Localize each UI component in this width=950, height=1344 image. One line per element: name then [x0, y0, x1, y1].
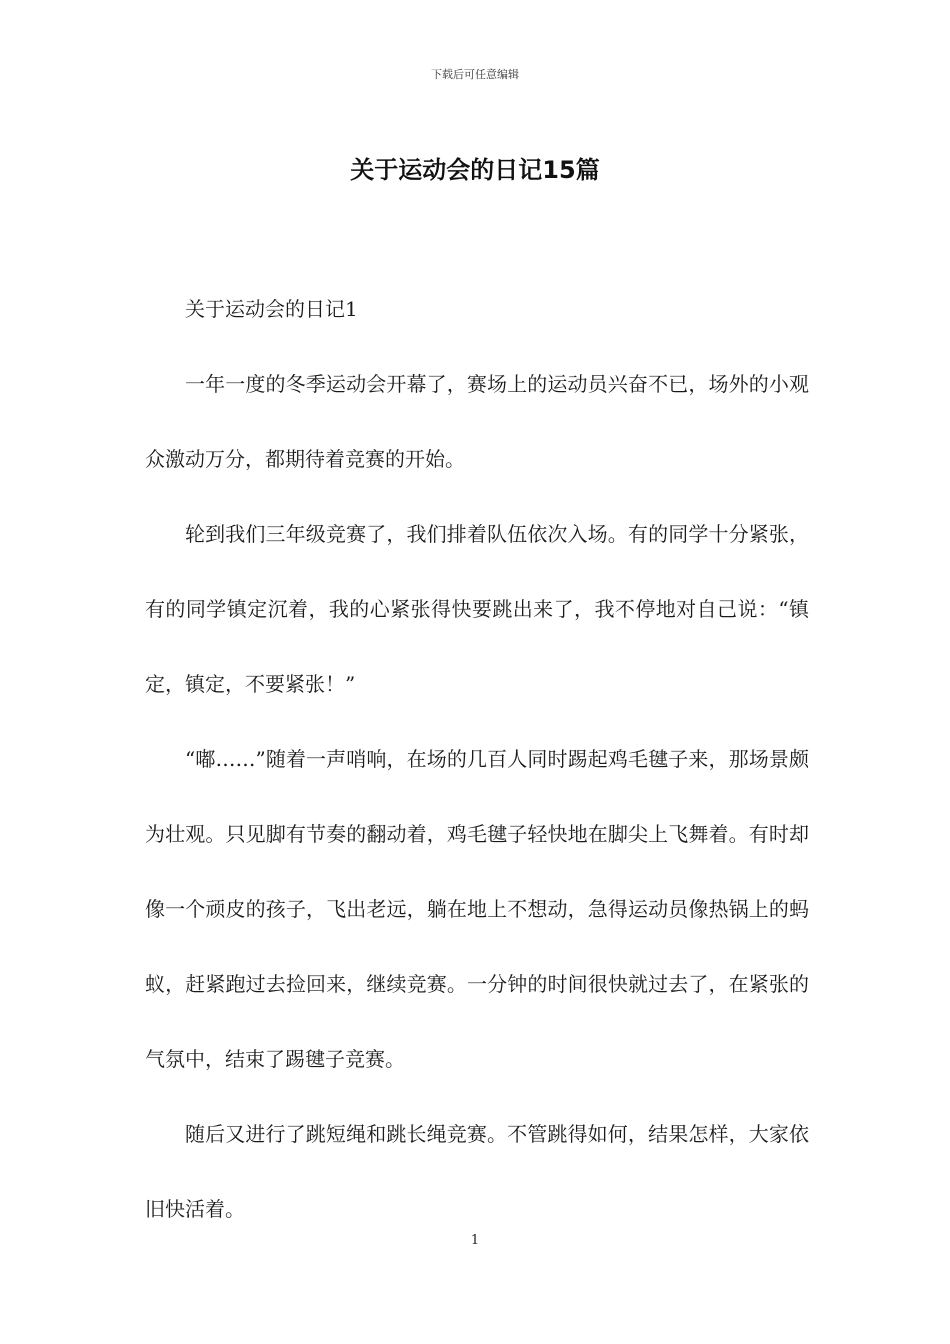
paragraph: 轮到我们三年级竞赛了，我们排着队伍依次入场。有的同学十分紧张，有的同学镇定沉着，我的心紧张得快要跳出来了，我不停地对自己说：“镇定，镇定，不要紧张！”: [145, 522, 809, 696]
paragraph: 随后又进行了跳短绳和跳长绳竞赛。不管跳得如何，结果怎样，大家依旧快活着。: [145, 1122, 809, 1221]
header-note: 下载后可任意编辑: [431, 68, 519, 81]
page-number: 1: [470, 1233, 480, 1248]
document-body: [145, 272, 809, 1247]
paragraph: “嘟……”随着一声哨响，在场的几百人同时踢起鸡毛毽子来，那场景颇为壮观。只见脚有节奏的翻动着，鸡毛毽子轻快地在脚尖上飞舞着。有时却像一个顽皮的孩子，飞出老远，躺在地上不想动，急得运动员像热锅上的蚂蚁，赶紧跑过去捡回来，继续竞赛。一分钟的时间很快就过去了，在紧张的气氛中，结束了踢毽子竞赛。: [145, 747, 809, 1071]
paragraph: 一年一度的冬季运动会开幕了，赛场上的运动员兴奋不已，场外的小观众激动万分，都期待着竞赛的开始。: [145, 372, 809, 471]
section-heading: 关于运动会的日记1: [185, 297, 358, 321]
document-title: 关于运动会的日记15篇: [350, 156, 600, 184]
